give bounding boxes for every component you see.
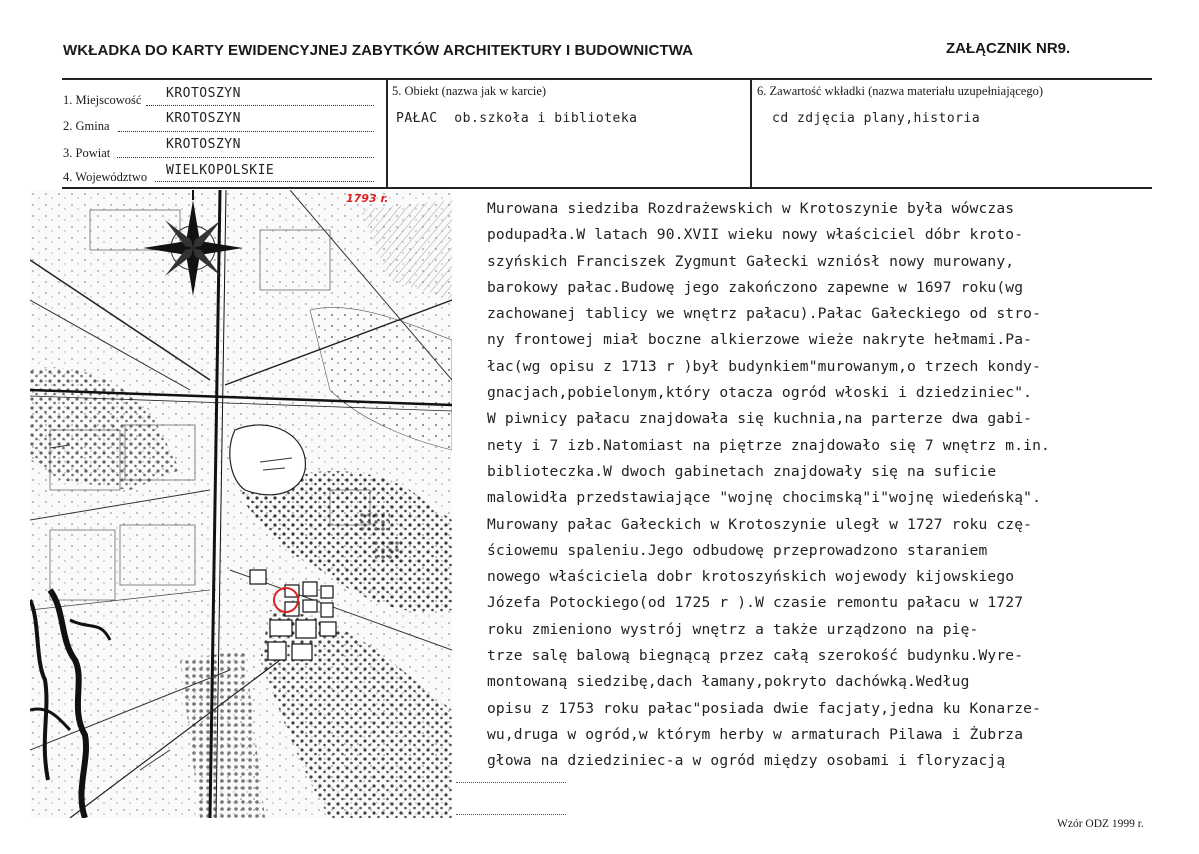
field-label-miejscowosc: 1. Miejscowość [63, 93, 142, 107]
description-line: wu,druga w ogród,w którym herby w armaturach Pilawa i Żubrza [487, 725, 1024, 743]
description-line: trze salę balową biegnącą przez całą szerokość budynku.Wyre- [487, 647, 1024, 665]
map-drawing [30, 190, 452, 818]
signature-line [456, 782, 566, 783]
contents-value: cd zdjęcia plany,historia [772, 111, 981, 126]
description-line: podupadła.W latach 90.XVII wieku nowy właściciel dóbr kroto- [487, 226, 1024, 244]
description-line: gnacjach,pobielonym,który otacza ogród włoski i dziedziniec". [487, 384, 1033, 402]
historical-map [30, 190, 452, 818]
column-divider-2 [750, 78, 752, 188]
field-value-powiat: KROTOSZYN [166, 137, 241, 152]
description-line: głowa na dziedziniec-a w ogród między osobami i floryzacją [487, 752, 1006, 770]
description-line: opisu z 1753 roku pałac"posiada dwie facjaty,jedna ku Konarze- [487, 699, 1042, 717]
field-value-miejscowosc: KROTOSZYN [166, 86, 241, 101]
field-label-powiat: 3. Powiat [63, 146, 111, 160]
form-version: Wzór ODZ 1999 r. [1057, 818, 1144, 830]
annex-number: ZAŁĄCZNIK NR9. [946, 40, 1071, 57]
contents-label: 6. Zawartość wkładki (nazwa materiału uzupełniającego) [757, 84, 1043, 98]
column-divider-1 [386, 78, 388, 188]
object-value: PAŁAC ob.szkoła i biblioteka [396, 111, 638, 126]
top-rule [62, 78, 1152, 80]
description-line: roku zmieniono wystrój wnętrz a także urządzono na pię- [487, 620, 979, 638]
field-line-miejscowosc [146, 105, 374, 106]
historical-description [487, 196, 1137, 775]
document-title: WKŁADKA DO KARTY EWIDENCYJNEJ ZABYTKÓW ARCHITEKTURY I BUDOWNICTWA [63, 42, 694, 59]
description-line: Murowany pałac Gałeckich w Krotoszynie uległ w 1727 roku czę- [487, 515, 1033, 533]
description-line: Murowana siedziba Rozdrażewskich w Krotoszynie była wówczas [487, 200, 1015, 217]
description-line: barokowy pałac.Budowę jego zakończono zapewne w 1697 roku(wg [487, 278, 1024, 296]
description-line: montowaną siedzibę,dach łamany,pokryto dachówką.Według [487, 673, 970, 691]
description-line: biblioteczka.W dwoch gabinetach znajdowały się na suficie [487, 462, 997, 480]
object-label: 5. Obiekt (nazwa jak w karcie) [392, 84, 547, 98]
description-line: W piwnicy pałacu znajdowała się kuchnia,na parterze dwa gabi- [487, 410, 1033, 428]
field-line-gmina [118, 131, 374, 132]
field-line-wojewodztwo [155, 181, 374, 182]
field-label-gmina: 2. Gmina [63, 119, 110, 133]
field-value-gmina: KROTOSZYN [166, 111, 241, 126]
description-line: malowidła przedstawiające "wojnę chocimską"i"wojnę wiedeńską". [487, 489, 1042, 507]
map-year-note: 1793 r. [346, 192, 389, 205]
field-line-powiat [117, 157, 374, 158]
table-bottom-rule [62, 187, 1152, 189]
description-line: szyńskich Franciszek Zygmunt Gałecki wzniósł nowy murowany, [487, 252, 1015, 270]
description-line: Józefa Potockiego(od 1725 r ).W czasie remontu pałacu w 1727 [487, 594, 1024, 612]
field-value-wojewodztwo: WIELKOPOLSKIE [166, 163, 275, 178]
description-line: ściowemu spaleniu.Jego odbudowę przeprowadzono staraniem [487, 541, 988, 559]
signature-line-2 [456, 814, 566, 815]
description-line: łac(wg opisu z 1713 r )był budynkiem"murowanym,o trzech kondy- [487, 357, 1042, 375]
field-label-wojewodztwo: 4. Województwo [63, 170, 148, 184]
description-line: ny frontowej miał boczne alkierzowe wieże nakryte hełmami.Pa- [487, 331, 1033, 349]
description-line: zachowanej tablicy we wnętrz pałacu).Pałac Gałeckiego od stro- [487, 305, 1042, 323]
description-line: nowego właściciela dobr krotoszyńskich wojewody kijowskiego [487, 568, 1015, 586]
description-line: nety i 7 izb.Natomiast na piętrze znajdowało się 7 wnętrz m.in. [487, 436, 1050, 454]
